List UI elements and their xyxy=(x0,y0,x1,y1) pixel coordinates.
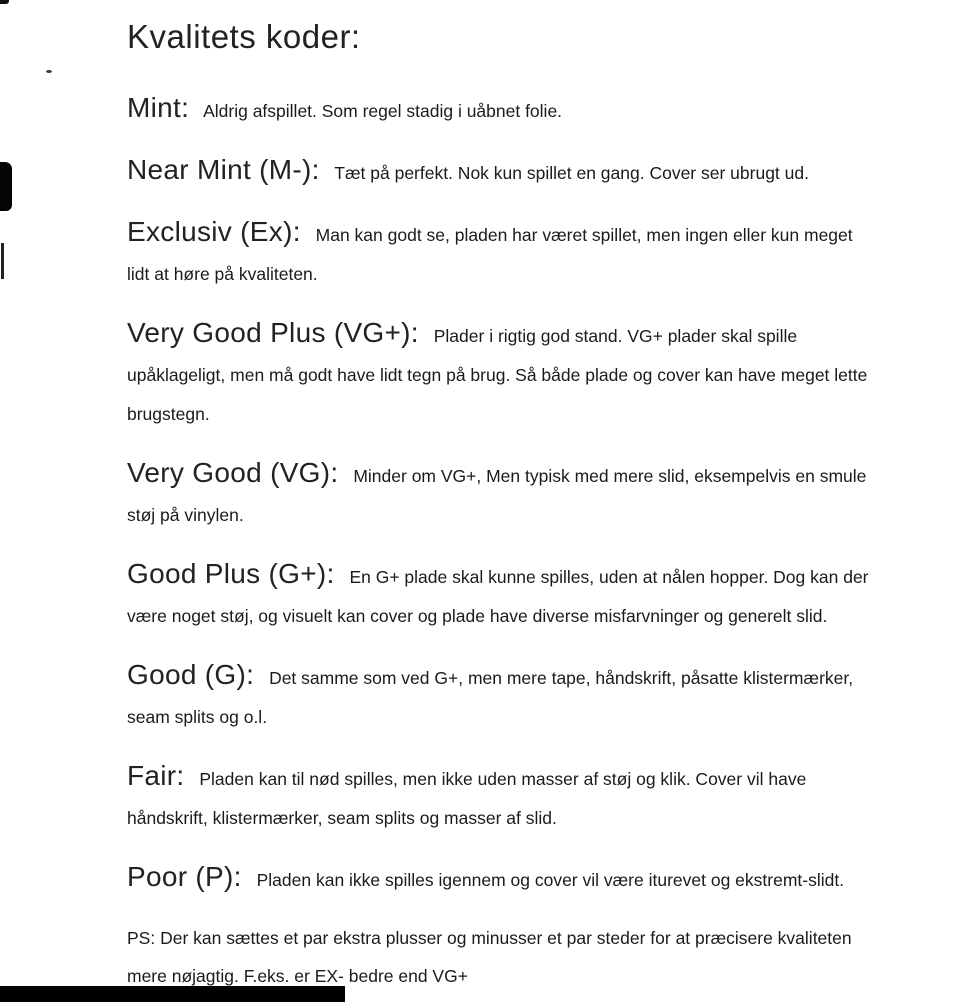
quality-term: Good Plus (G+): xyxy=(127,558,335,589)
quality-description: Plader i rigtig god stand. VG+ plader skal spille upåklageligt, men må godt have lidt tegn på brug. Så både plade og cover kan have meget lette brugstegn. xyxy=(127,326,868,424)
quality-description: Pladen kan ikke spilles igennem og cover vil være iturevet og ekstremt-slidt. xyxy=(256,870,845,890)
quality-entry-good xyxy=(127,655,875,737)
scan-artifact-line xyxy=(1,243,4,279)
scan-artifact-blob xyxy=(0,162,12,211)
scan-artifact-bottom-bar xyxy=(0,986,345,1002)
scan-artifact-corner xyxy=(0,0,9,4)
quality-entry-fair xyxy=(127,756,875,838)
quality-entry-exclusiv xyxy=(127,212,875,294)
quality-description: Tæt på perfekt. Nok kun spillet en gang. Cover ser ubrugt ud. xyxy=(334,163,809,183)
quality-description: Minder om VG+, Men typisk med mere slid, eksempelvis en smule støj på vinylen. xyxy=(127,466,867,525)
quality-entry-poor xyxy=(127,857,875,900)
quality-term: Near Mint (M-): xyxy=(127,154,320,185)
quality-term: Very Good Plus (VG+): xyxy=(127,317,419,348)
quality-entry-very-good xyxy=(127,453,875,535)
ps-note: PS: Der kan sættes et par ekstra plusser og minusser et par steder for at præcisere kvaliteten mere nøjagtig. F.eks. er EX- bedre end VG+ xyxy=(127,928,852,986)
quality-term: Good (G): xyxy=(127,659,255,690)
page-title: Kvalitets koder: xyxy=(127,18,361,55)
quality-entry-mint xyxy=(127,88,875,131)
quality-term: Poor (P): xyxy=(127,861,242,892)
quality-entry-near-mint xyxy=(127,150,875,193)
quality-term: Exclusiv (Ex): xyxy=(127,216,301,247)
quality-description: Aldrig afspillet. Som regel stadig i uåbnet folie. xyxy=(203,101,563,121)
scan-artifact-dot xyxy=(46,70,52,73)
quality-term: Fair: xyxy=(127,760,185,791)
quality-entry-good-plus xyxy=(127,554,875,636)
quality-description: Man kan godt se, pladen har været spillet, men ingen eller kun meget lidt at høre på kvaliteten. xyxy=(127,225,853,284)
quality-term: Mint: xyxy=(127,92,190,123)
quality-description: Det samme som ved G+, men mere tape, håndskrift, påsatte klistermærker, seam splits og o.l. xyxy=(127,668,854,727)
quality-description: Pladen kan til nød spilles, men ikke uden masser af støj og klik. Cover vil have håndskrift, klistermærker, seam splits og masser af slid. xyxy=(127,769,807,828)
quality-description: En G+ plade skal kunne spilles, uden at nålen hopper. Dog kan der være noget støj, og visuelt kan cover og plade have diverse misfarvninger og generelt slid. xyxy=(127,567,869,626)
quality-entry-very-good-plus xyxy=(127,313,875,434)
quality-term: Very Good (VG): xyxy=(127,457,339,488)
